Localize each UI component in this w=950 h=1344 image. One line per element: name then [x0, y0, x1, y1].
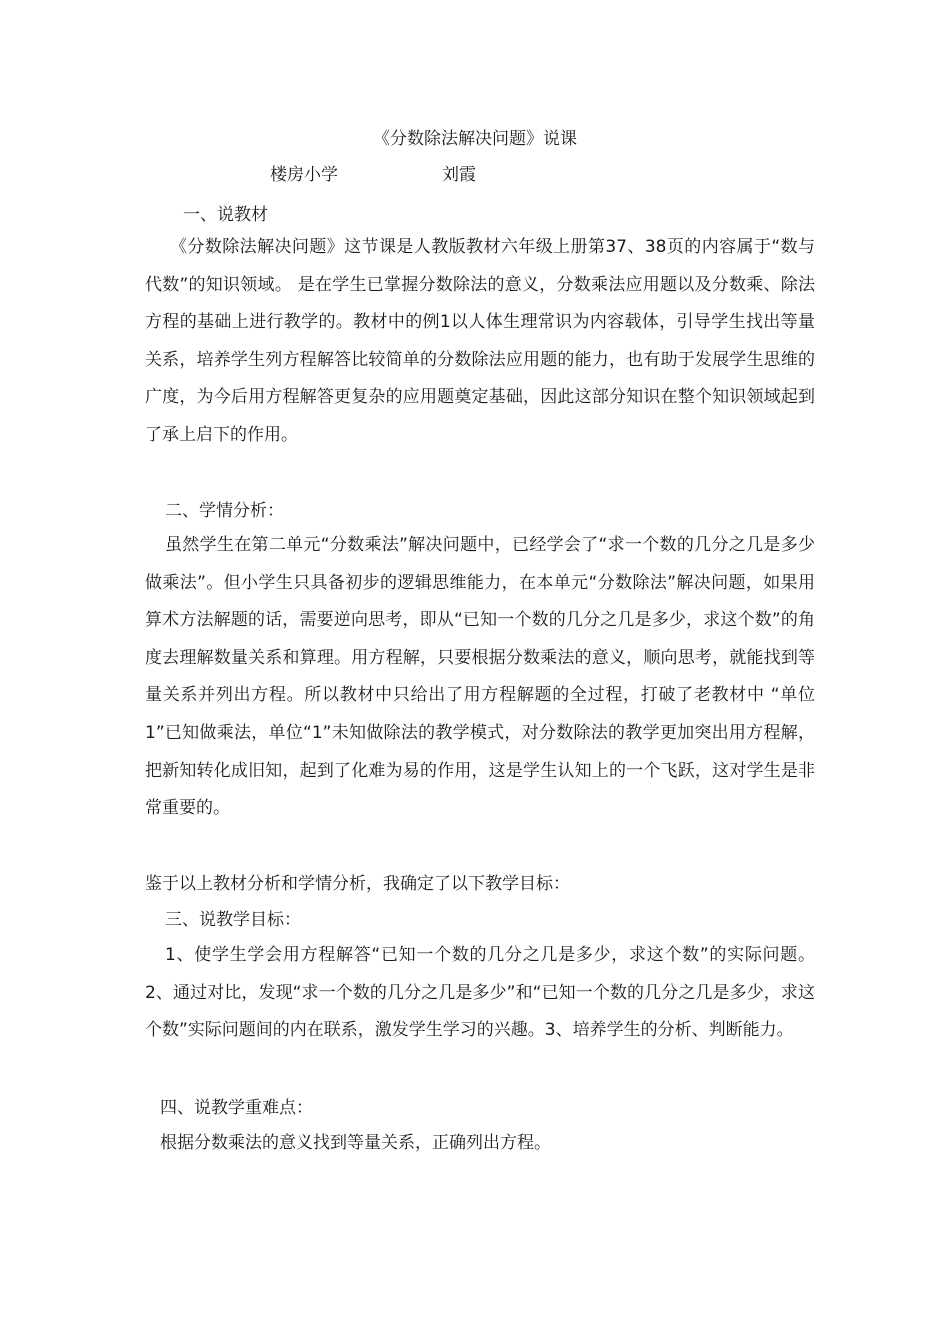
author-name: 刘霞 [442, 165, 476, 185]
section-heading-teaching-goals: 三、说教学目标： [165, 910, 301, 930]
section-body-student-analysis: 虽然学生在第二单元“分数乘法”解决问题中，已经学会了“求一个数的几分之几是多少做乘法”。但小学生只具备初步的逻辑思维能力，在本单元“分数除法”解决问题，如果用算术方法解题的话，需要逆向思考，即从“已知一个数的几分之几是多少，求这个数”的角度去理解数量关系和算理。用方程解，只要根据分数乘法的意义，顺向思考，就能找到等量关系并列出方程。所以教材中只给出了用方程解题的全过程，打破了老教材中 “单位1”已知做乘法，单位“1”未知做除法的教学模式，对分数除法的教学更加突出用方程解，把新知转化成旧知，起到了化难为易的作用，这是学生认知上的一个飞跃，这对学生是非常重要的。 [145, 535, 815, 819]
transition-sentence: 鉴于以上教材分析和学情分析，我确定了以下教学目标： [145, 874, 570, 894]
section-body-teaching-material: 《分数除法解决问题》这节课是人教版教材六年级上册第37、38页的内容属于“数与代数”的知识领域。 是在学生已掌握分数除法的意义，分数乘法应用题以及分数乘、除法方程的基础上进行教学的。教材中的例1以人体生理常识为内容载体，引导学生找出等量关系，培养学生列方程解答比较简单的分数除法应用题的能力，也有助于发展学生思维的广度，为今后用方程解答更复杂的应用题奠定基础，因此这部分知识在整个知识领域起到了承上启下的作用。 [145, 237, 815, 445]
section-body-key-difficulties: 根据分数乘法的意义找到等量关系，正确列出方程。 [160, 1133, 551, 1153]
section-heading-teaching-material: 一、说教材 [183, 205, 268, 225]
section-heading-student-analysis: 二、学情分析： [165, 501, 284, 521]
author-line [270, 163, 476, 187]
school-name: 楼房小学 [270, 165, 338, 185]
section-body-teaching-goals: 1、使学生学会用方程解答“已知一个数的几分之几是多少，求这个数”的实际问题。2、通过对比，发现“求一个数的几分之几是多少”和“已知一个数的几分之几是多少，求这个数”实际问题间的内在联系，激发学生学习的兴趣。3、培养学生的分析、判断能力。 [145, 945, 815, 1041]
section-heading-key-difficulties: 四、说教学重难点： [160, 1098, 313, 1118]
document-title: 《分数除法解决问题》说课 [373, 129, 577, 149]
